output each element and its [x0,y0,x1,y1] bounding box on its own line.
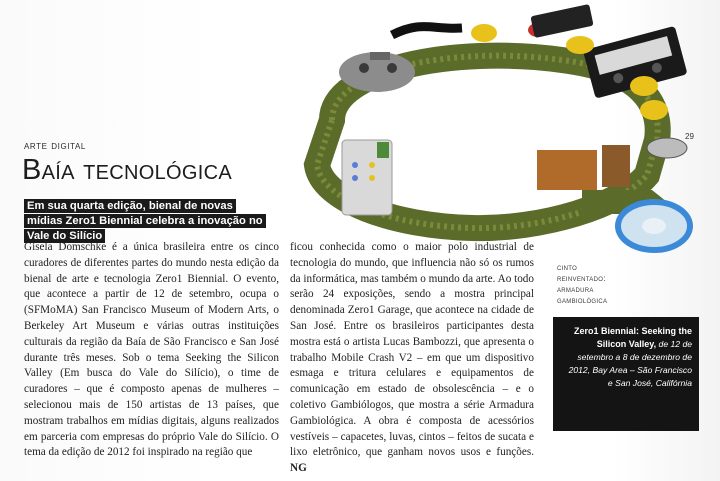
caption-line: reinventado: [557,274,606,283]
section-kicker: arte digital [24,140,86,152]
photo-caption [557,262,657,306]
infobox-details: de 12 de setembro a 8 de dezembro de 2012, Bay Area – São Francisco e San José, Califórnia [568,339,692,388]
infobox-title: Zero1 Biennial: Seeking the Silicon Valley, [573,326,692,349]
article-headline: Baía tecnológica [22,154,233,186]
belt-photo [262,0,720,260]
page-number: 29 [685,132,694,141]
deck-text: Em sua quarta edição, bienal de novas mídias Zero1 Biennial celebra a inovação no Vale do Silício [24,199,266,243]
body-column-2-text: ficou conhecida como o maior polo industrial de tecnologia do mundo, que influencia não só os rumos da informática, mas também o mundo da arte. Ao todo serão 24 exposições, sendo a mostra principal denominada Zero1 Garage, que acontece na cidade de San José. Entre os brasileiros participantes desta mostra está o artista Lucas Bambozzi, que apresenta o trabalho Mobile Crash V2 – em que um dispositivo esmaga e tritura celulares e equipamentos de comunicação em estado de obsolescência – e o coletivo Gambiólogos, que mostra a série Armadura Gambiológica. A obra é composta de acessórios vestíveis – capacetes, luvas, cintos – feitos de sucata e lixo eletrônico, que ganham novos usos e funções. [290,241,534,459]
author-signature: NG [290,462,307,475]
caption-line: armadura [557,285,594,294]
caption-line: cinto [557,263,578,272]
body-column-2 [290,240,534,477]
body-column-1: Gisela Domschke é a única brasileira entre os cinco curadores de diferentes partes do mundo nesta edição da bienal de arte e tecnologia Zero1 Biennial. O evento, que acontece a partir de 12 de setembro, ocupa o (SFMoMA) San Francisco Museum of Modern Arts, o Berkeley Art Museum e várias outras instituições culturais da região da Baía de São Francisco e San José durante três meses. Sob o tema Seeking the Silicon Valley (Em busca do Vale do Silício), o time de curadores – que é composto apenas de mulheres – selecionou mais de 150 artistas de 13 países, que mostram trabalhos em mídias digitais, alguns realizados em parceria com empresas do próprio Vale do Silício. O tema da edição de 2012 foi inspirado na região que [24,241,279,459]
caption-line: gambiológica [557,296,608,305]
event-infobox [553,317,699,431]
article-deck [24,199,264,244]
